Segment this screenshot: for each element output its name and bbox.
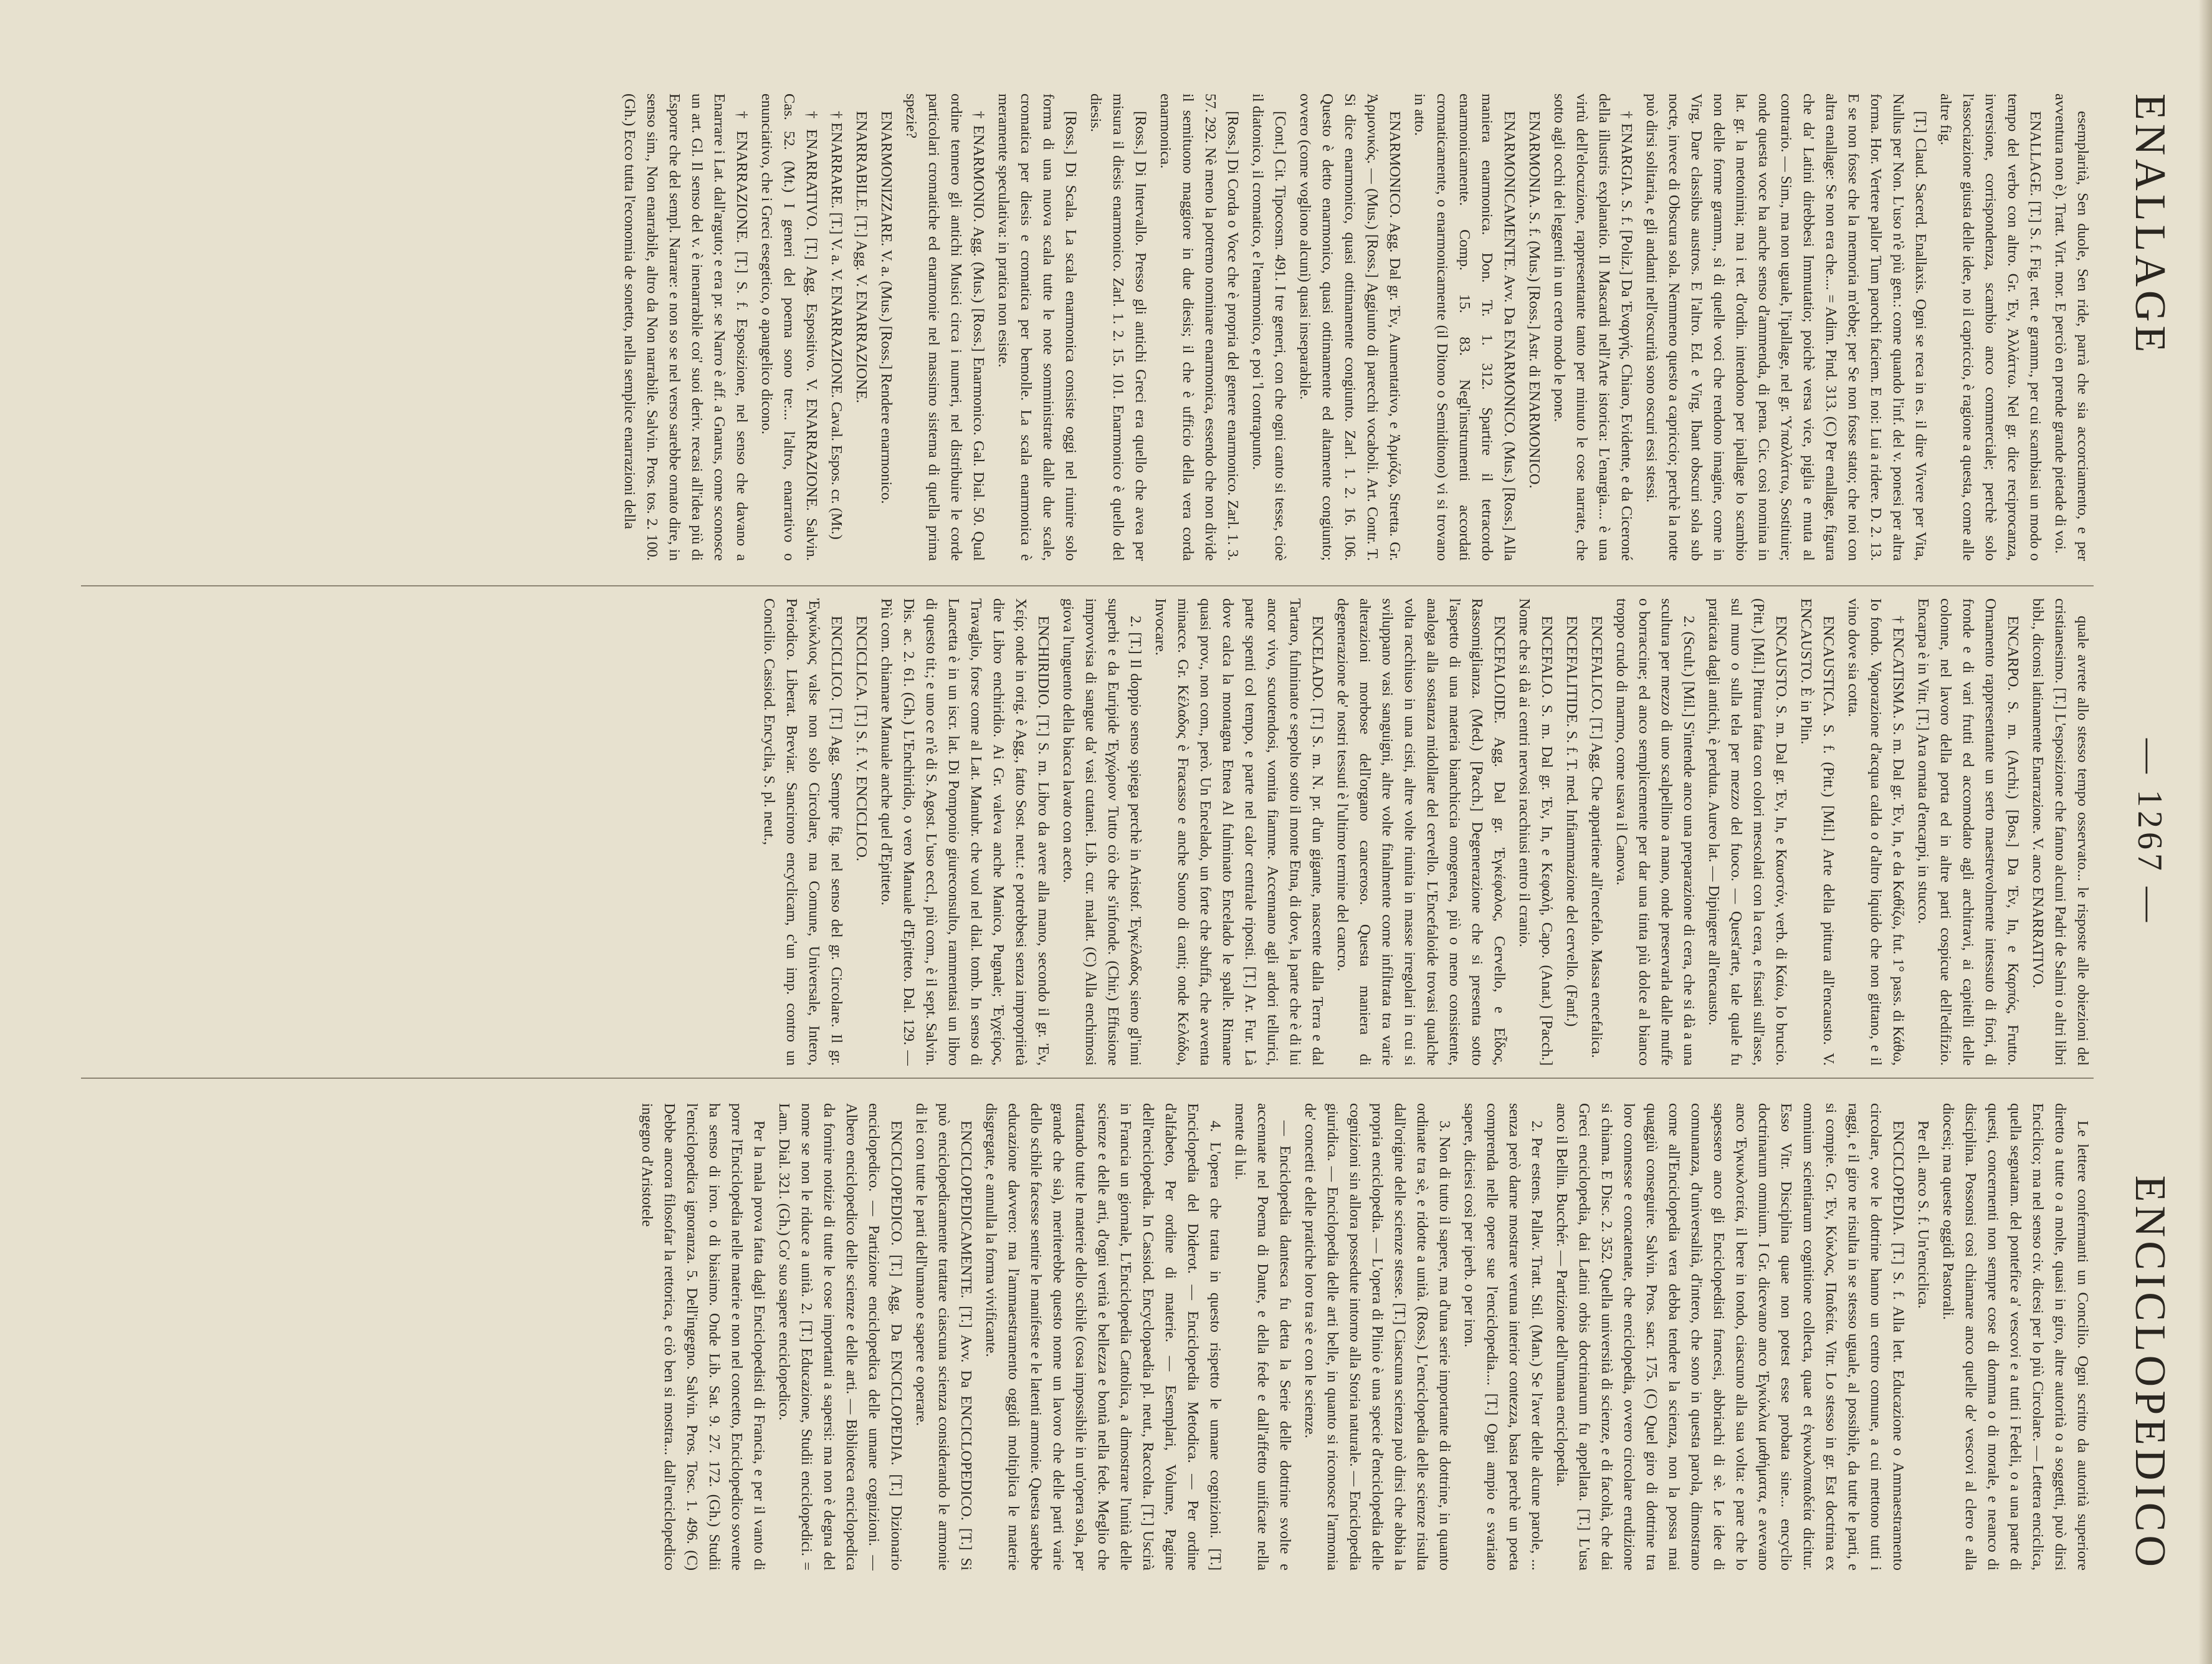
entry-paragraph: quale avrete allo stesso tempo osservato... le risposte alle obiezioni del cristianesimo. [T.] L'esposizione che fanno alcuni Padri de Salmi o altri libri bibl., diconsi latinamente Enarrazione. V. anco ENARRATIVO.: [2029, 598, 2091, 1066]
entry-paragraph: 4. L'opera che tratta in questo rispetto le umane cognizioni. [T.] Enciclopedia del Diderot. — Enciclopedia Metodica. — Per ordine d'alfabeto, Per ordine di materie. — Esemplari, Volume, Pagine dell'enciclopedia. In Cassiod. Encyclopaedia pl. neut., Raccolta. [T.] Uscirà in Francia un giornale, L'Enciclopedia Cattolica, a dimostrare l'unità delle scienze e delle arti, d'ogni verità e bellezza e bontà nella fede. Meglio che trattando tutte le materie dello scibile (cosa impossibile in un'opera sola, per grande che sia), meriterebbe questo nome un lavoro che delle parti varie dello scibile facesse sentire le manifeste e le latenti armonie. Questa sarebbe educazione davvero: ma l'ammaestramento oggidì moltiplica le materie disgregate, e annulla la forma vivificante.: [983, 1103, 1224, 1571]
entry-paragraph: ENARMONICO. Agg. Dal gr. Ἐν, Aumentativo, e Ἁρμόζω, Stretta. Gr. Ἁρμονικός. — (Mus.) [Ross.] Aggiunto di parecchi vocaboli. Art. Contr. T. Si dice enarmonico, quasi ottimamente congiunto. Zarl. 1. 2. 16. 106. Questo è detto enarmonico, quasi ottimamente ed altamente congiunto; ovvero (come vogliono alcuni) quasi inseparabile.: [1297, 93, 1403, 561]
entry-paragraph: — Enciclopedia dantesca fu detta la Serie delle dottrine svolte e accennate nel Poema di Dante, e della fede e dall'affetto unificate nella mente di lui.: [1232, 1103, 1294, 1571]
entry-paragraph: [T.] Claud. Sacerd. Enallaxis. Ogni se reca in es. il dire Vivere per Vita, Nullus per Non. L'uso n'è più gen.: come quando l'inf. del v. ponesi per altra forma. Hor. Vertere pallor Tum parochi faciem. E noi: Lui a ridere. D. 2. 13. E se non fosse che la memoria m'ebbe; per Se non fosse stato; che noi con altra enallage: Se non era che.... = Adim. Pind. 313. (C) Per enallage, figura che da' Latini direbbesi Immutatio; poichè versa vice, piglia e muta al contrario. — Sim., ma non uguale, l'ipallage, nel gr. Ὑπαλλάττω, Sostituire; onde questa voce ha anche senso d'ammenda, di pena. Cic. così nomina in lat. gr. la metonimia; ma i ret. d'ordin. intendono per ipallage lo scambio non delle forme gramm., sì di quelle voci che rendono imagine, come in Virg. Dare classibus austros. E l'altro. Ed. e Virg. Ibant obscuri sola sub nocte, invece di Obscura sola. Nemmeno questo a capriccio; perchè la notte può dirsi solitaria, e gli andanti nell'oscurità sono oscuri essi stessi.: [1643, 93, 1929, 561]
entry-paragraph: ENCARPO. S. m. (Archi.) [Bos.] Da Ἐν, In, e Καρπός, Frutto. Ornamento rappresentante un serto maestrevolmente intessuto di fiori, di fronde e di vari frutti ed accomodato agli architravi, ai capitelli delle colonne, nel lavoro della porta ed in altre parti cospicue dell'edifizio. Encarpa è in Vitr. [T.] Ara ornata d'encarpi, in stucco.: [1915, 598, 2021, 1066]
entry-paragraph: ENARRABILE. [T.] Agg. V. ENARRAZIONE.: [853, 111, 870, 403]
entry-paragraph: † ENARRATIVO. [T.] Agg. Espositivo. V. ENARRAZIONE. Salvin. Cas. 52. (Mt.) I generi del poema sono tre:... l'altro, enarrativo o enunciativo, che i Greci esegetico, o apangelico dicono.: [758, 93, 820, 561]
entry-paragraph: 2. Per estens. Pallav. Tratt. Stil. (Man.) Se l'aver delle alcune parole, ... senza però darne mostrare veruna interior contezza, basta perchè un poeta comprenda nelle opere sue l'enciclopedia.... [T.] Ogni ampio e svariato sapere, diciesi così per iperb. o per iron.: [1461, 1103, 1545, 1571]
page-header: [2119, 93, 2175, 1571]
entry-paragraph: ENCEFALITIDE. S. f. T. med. Infiammazione del cervello. (Fanf.): [1563, 616, 1580, 1027]
page-number: — 1267 —: [2130, 739, 2169, 925]
entry-paragraph: esemplarità, Sen duole, Sen ride, parrà che sia accorciamento, e per avventura non è). Tratt. Virt. mor. E perciò en prende grande pietade di voi.: [2052, 93, 2091, 561]
entry-paragraph: † ENARRAZIONE. [T.] S. f. Esposizione, nel senso che davano a Enarrare i Lat. dall'arguto; e era pr. se Narro è aff. a Gnarus, come sconosce un art. Gl. Il senso del v. è inenarrabile coi' suoi deriv. recasi all'idea più di Esporre che del sempl. Narrare: e non so se nel verso sarebbe ornato dire, in senso sim., Non enarrabile, altro da Non narrabile. Salvin. Pros. tos. 2. 100. (Gh.) Ecco tutta l'economia de sonetto, nella semplice enarrazioni della: [621, 93, 750, 561]
entry-paragraph: ENCELADO. [T.] S. m. N. pr. d'un gigante, nascente dalla Terra e dal Tartaro, fulminato e sepolto sotto il monte Etna, di dove, la parte che è di lui ancor vivo, scuotendosi, vomita fiamme. Accennano agli ardori tellurici, parte spenti col tempo, e parte nel calor centrale riposti. [T.] Ar. Fur. Là dove calca la montagna Etnea Al fulminato Encelado le spalle. Rimane quasi prov., non com., però. Un Encelado, un forte che sbuffa, che avventa minacce. Gr. Κέλαδος è Fracasso e anche Suono di canti; onde Κελάδω, Invocare.: [1152, 598, 1326, 1066]
column-1: [81, 93, 2094, 561]
entry-paragraph: ENCEFALOIDE. Agg. Dal gr. Ἐγκέφαλος, Cervello, e Εἶδος, Rassomiglianza. (Med.) [Pacch.] Degenerazione che si presenta sotto l'aspetto di una materia bianchiccia omogenea, più o meno consistente, analoga alla sostanza midollare del cervello. L'Encefaloide trovasi qualche volta racchiuso in una cisti, altre volte riunita in masse irregolari in cui si sviluppano vasi sanguigni, altre volte finalmente come infiltrata tra varie alterazioni morbose dell'organo canceroso. Questa maniera di degenerazione de' nostri tessuti è l'ultimo termine del cancro.: [1334, 598, 1508, 1066]
entry-paragraph: † ENARMONIO. Agg. (Mus.) [Ross.] Enarmonico. Gal. Dial. 50. Qual ordine tennero gli antichi Musici circa i numeri, nel distribuire le corde particolari cromatiche ed enarmonie nel massimo sistema di quella prima spezie?: [903, 93, 987, 561]
entry-paragraph: Per la mala prova fatta dagli Enciclopedisti di Francia, e per il vanto di porre l'Enciclopedia nelle materie e non nel concetto, Enciclopedico sovente ha senso di iron. o di biasimo. Onde Lib. Sat. 9. 27. 172. (Gh.) Studii l'enciclopedica ignoranza. 5. Dell'ingegno. Salvin. Pros. Tosc. 1. 496. (C) Debbe ancora filosofar la rettorica, e ciò ben si mostra... dall'enciclopedico ingegno d'Aristotele: [639, 1103, 768, 1571]
entry-paragraph: ENARMONIA. S. f. (Mus.) [Ross.] Astr. di ENARMONICO.: [1526, 111, 1543, 489]
entry-paragraph: ENALLAGE. [T.] S. f. Fig. rett. e gramm., per cui scambiasi un modo o tempo del verbo con altro. Gr. Ἐν, Ἀλλάττω. Nel gr. dice reciprocanza, inversione, corrispondenza, scambio anco commerciale; perchè solo l'associazione giusta delle idee, no il capriccio, è ragione a questa, come alle altre fig.: [1937, 93, 2044, 561]
running-head-right: ENCICLOPEDICO: [2126, 1175, 2174, 1571]
entry-paragraph: [Cont.] Cit. Tipocosm. 491. I tre generi, con che ogni canto si tesse, cioè il diatonico, il cromatico, e l'enarmonico, e poi 'l contrapunto.: [1249, 93, 1289, 561]
entry-paragraph: ENCEFALICO. [T.] Agg. Che appartiene all'encefalo. Massa encefalica.: [1588, 616, 1605, 1058]
entry-paragraph: ENCEFALO. S. m. Dal gr. Ἐν, In, e Κεφαλή, Capo. (Anat.) [Pacch.] Nome che si dà ai centri nervosi racchiusi entro il cranio.: [1516, 598, 1555, 1066]
entry-paragraph: † ENARRARE. [T.] V. a. V. ENARRAZIONE. Caval. Espos. cr. (Mt.): [828, 111, 845, 540]
entry-paragraph: † ENARGIA. S. f. [Poliz.] Da Ἐναργής, Chiaro, Evidente, e da Ciceroné della illustris explanatio. Il Mascardi nell'Arte istorica: L'enargia.... è una virtù dell'elocuzione, rappresentante tanto per minuto le cose narrate, che sotto agli occhi dei leggenti in un certo modo le pone.: [1551, 93, 1635, 561]
entry-paragraph: [Ross.] Di Corda o Voce che è propria del genere enarmonico. Zarl. 1. 3. 57. 292. Nè meno la potremo nominare enarmonica, essendo che non divide il semituono maggiore in due diesis; il che è ufficio della vera corda enarmonica.: [1157, 93, 1241, 561]
entry-paragraph: 3. Non di tutto il sapere, ma d'una serie importante di dottrine, in quanto ordinate tra sè, e ridotte a unità. (Ross.) L'enciclopedia delle scienze risulta dall'origine delle scienze stesse. [T.] Ciascuna scienza può dirsi che abbia la propria enciclopedia. — L'opera di Plinio è una specie d'enciclopedia delle cognizioni sin allora possedute intorno alla Storia naturale. — Enciclopedia giuridica. — Enciclopedia delle arti belle, in quanto si riconosce l'armonia de' concetti e delle pratiche loro tra sè e con le scienze.: [1302, 1103, 1453, 1571]
column-3: [81, 1103, 2094, 1571]
entry-paragraph: Per ell. anco S. f. Un'enciclica.: [1915, 1121, 1932, 1309]
entry-paragraph: ENCICLICA. [T.] S. f. V. ENCICLICO.: [853, 616, 870, 862]
entry-paragraph: ENARMONIZZARE. V. a. (Mus.) [Ross.] Rendere enarmonico.: [878, 111, 895, 504]
entry-paragraph: ENCICLICO. [T.] Agg. Sempre fig. nel senso del gr. Circolare. Il gr. Ἐγκύκλιος valse non solo Circolare, ma Comune, Universale, Intero, Periodico. Liberat. Breviar. Sancirono encyclicam, c'un imp. contro un Concilio. Cassiod. Encyclia, S. pl. neut.,: [761, 598, 845, 1066]
running-head-left: ENALLAGE: [2126, 93, 2174, 356]
entry-paragraph: ENARMONICAMENTE. Avv. Da ENARMONICO. (Mus.) [Ross.] Alla maniera enarmonica. Don. Tr. 1. 312. Spartire il tetracordo enarmonicamente. Comp. 15. 83. Negl'instrumenti accordati cromaticamente, o enarmonicamente (il Ditono o Semiditono) vi si trovano in atto.: [1411, 93, 1518, 561]
column-2: [81, 598, 2094, 1066]
entry-paragraph: ENCICLOPEDIA. [T.] S. f. Alla lett. Educazione o Ammaestramento circolare, ove le dottrine hanno un centro comune, a cui mettono tutti i raggi, e il giro ne risulta in se stesso uguale, al possibile, da tutte le parti, e si compie. Gr. Ἐν, Κύκλος, Παιδεία. Vitr. Lo stesso in gr. Est doctrina ex omnium scientiarum cognitione collecta, quae et ἐγκυκλοπαιδεία dicitur. Esso Vitr. Disciplina quae non potest esse probata sine... encyclio doctrinarum omnium. I Gr. dicevano anco Ἐγκύκλια μαθήματα, e avevano anco Ἐγκυκλοτεία, il bere in tondo, ciascuno alla sua volta: e pare che lo sapessero anco gli Enciclopedisti francesi, abbriachi di sè. Le idee di comunanza, d'universalità, d'intero, che sono in questa parola, dimostrano come all'Enciclopedia vera debba tendere la scienza, non la possa mai quaggiù conseguire. Salvin. Pros. sacr. 175. (C) Quel giro di dottrine tra loro connesse e concatenate, che enciclopedia, ovvero circolare erudizione si chiama. E Disc. 2. 352. Quella università di scienze, e di facoltà, che dai Greci enciclopedia, dai Latini orbis doctrinarum fu appellata. [T.] L'usa anco il Bellin. Bucchér. — Partizione dell'umana enciclopedia.: [1553, 1103, 1907, 1571]
entry-paragraph: [Ross.] Di Scala. La scala enarmonica consiste oggi nel riunire solo forma di una nuova scala tutte le note somministrate dalle due scale, cromatica per diesis e cromatica per bemolle. La scala enarmonica è meramente speculativa: in pratica non esiste.: [995, 93, 1079, 561]
entry-paragraph: ENCAUSTICA. S. f. (Pitt.) [Mil.] Arte della pittura all'encausto. V. ENCAUSTO. È in Plin.: [1798, 598, 1837, 1066]
entry-paragraph: ENCAUSTO. S. m. Dal gr. Ἐν, In, e Καυστόν, verb. di Καίω, Io brucio. (Pitt.) [Mil.] Pittura fatta con colori mescolati con la cera, e fissati sull'asse, sul muro o sulla tela per mezzo del fuoco. — Quest'arte, tale quale fu praticata dagli antichi, è perduta. Aureo lat. — Dipingere all'encausto.: [1705, 598, 1790, 1066]
entry-paragraph: ENCHIRIDIO. [T.] S. m. Libro da avere alla mano, secondo il gr. Ἐν, Χείρ; onde in orig. è Agg., fatto Sost. neut.: e potrebbesi senza impropriietà dire Libro enchiridio. Ai Gr. valeva anche Manico, Pugnale; Ἐγχείρος, Travaglio, forse come al Lat. Manubr. che vuol nel dial. tomb. In senso di Lancetta è in un iscr. lat. Di Pomponio giureconsulto, rammentasi un libro di questo tit.; e uno ce n'è di S. Agost. L'uso eccl., più com., è il sept. Salvin. Dis. ac. 2. 61. (Gh.) L'Enchiridio, o vero Manuale d'Epitteto. Dal. 129. — Più com. chiamare Manuale anche quel d'Epitteto.: [878, 598, 1052, 1066]
page-edge-shadow: [2198, 0, 2212, 1664]
entry-paragraph: † ENCATISMA. S. m. Dal gr. Ἐν, In, e da Καθίζω, fut. 1° pass. di Κάθω, Io fondo. Vaporazione d'acqua calda o d'altro liquido che non gittano, e il vino dove sia cotta.: [1845, 598, 1907, 1066]
entry-paragraph: ENCICLOPEDICO. [T.] Agg. Da ENCICLOPEDIA. [T.] Dizionario enciclopedico. — Partizione enciclopedica delle umane cognizioni. — Albero enciclopedico delle scienze e delle arti. — Biblioteca enciclopedica da fornire notizie di tutte le cose importanti a sapersi: ma non è degna del nome se non le riduce a unità. 2. [T.] Educazione, Studii enciclopedici. = Lam. Dial. 321. (Gh.) Co' suo sapere enciclopedico.: [776, 1103, 905, 1571]
entry-paragraph: 2. (Scult.) [Mil.] S'intende anco una preparazione di cera, che si dà a una scultura per mezzo di uno scalpellino a mano, onde preservarla dalle muffe o borraccine; ed anco semplicemente per dar una tinta più dolce al bianco troppo crudo di marmo, come usava il Canova.: [1613, 598, 1697, 1066]
entry-paragraph: 2. [T.] Il doppio senso spiega perchè in Aristof. Ἐγκέλαδος sieno gl'inni superbi e da Euripide Ἐγχώριον Tutto ciò che s'infonde. (Chir.) Effusione improvvisa di sangue da' vasi cutanei. Lib. cur. malatt. (C) Alla enchimosi giova l'unguento della biacca lavato con aceto.: [1060, 598, 1144, 1066]
text-columns: [81, 93, 2094, 1571]
entry-paragraph: [Ross.] Di Intervallo. Presso gli antichi Greci era quello che avea per misura il diesis enarmonico. Zarl. 1. 2. 15. 101. Enarmonico è quello del diesis.: [1087, 93, 1149, 561]
entry-paragraph: ENCICLOPEDICAMENTE. [T.] Avv. Da ENCICLOPEDICO. [T.] Si può enciclopedicamente trattare ciascuna scienza considerando le armonie di lei con tutte le parti dell'umano e sapere e operare.: [913, 1103, 975, 1571]
entry-paragraph: Le lettere confermanti un Concilio. Ogni scritto da autorità superiore diretto a tutte o a molte, quasi in giro, altre autorità o a soggetti, può dirsi Enciclico; ma nel senso civ. dicesi per lo più Circolare. — Lettera enciclica, quella segnatam. del pontefice a' vescovi e a tutti i Fedeli, o a una parte di questi, concernenti non sempre cose di domma o di morale, e neanco di disciplina. Possonsi così chiamare anco quelle de' vescovi al clero e alla diocesi; ma queste oggidì Pastorali.: [1940, 1103, 2091, 1571]
